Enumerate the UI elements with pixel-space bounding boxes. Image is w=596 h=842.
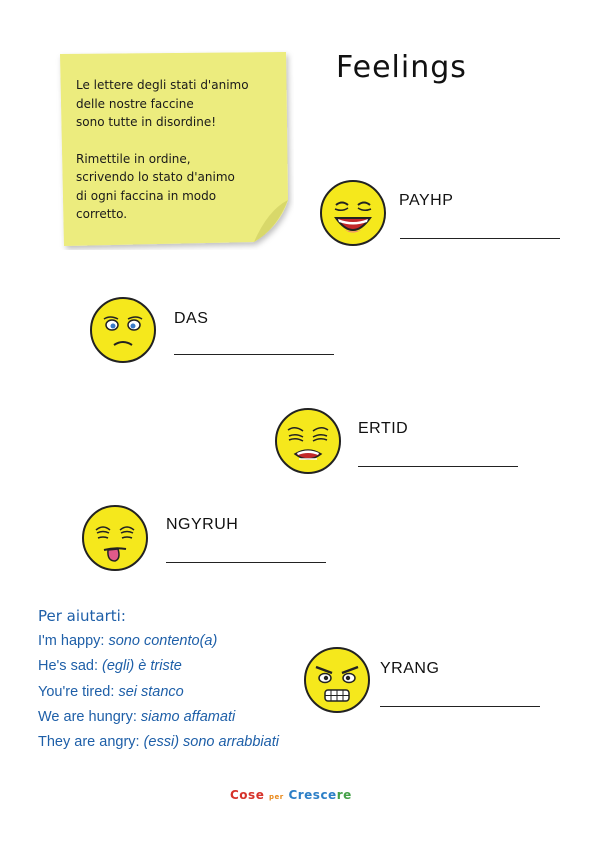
angry-face-icon	[302, 645, 372, 715]
tired-face-icon	[273, 406, 343, 476]
page-title: Feelings	[336, 50, 467, 85]
scrambled-word-1: PAYHP	[399, 192, 454, 209]
help-box	[38, 604, 318, 755]
answer-line-3[interactable]	[358, 466, 518, 467]
site-logo[interactable]: Cose per Crescere	[230, 788, 352, 802]
scrambled-word-5: YRANG	[380, 660, 440, 677]
help-item: We are hungry: siamo affamati	[38, 708, 236, 725]
sad-face-icon	[88, 295, 158, 365]
scrambled-word-4: NGYRUH	[166, 516, 239, 533]
note-paragraph-1: Le lettere degli stati d'animo delle nostre faccine sono tutte in disordine!	[76, 78, 249, 129]
hungry-face-icon	[80, 503, 150, 573]
sticky-note	[54, 50, 290, 246]
scrambled-word-2: DAS	[174, 310, 209, 327]
help-item: I'm happy: sono contento(a)	[38, 633, 218, 650]
answer-line-4[interactable]	[166, 562, 326, 563]
help-item: He's sad: (egli) è triste	[38, 658, 182, 675]
help-item: You're tired: sei stanco	[38, 683, 184, 700]
answer-line-2[interactable]	[174, 354, 334, 355]
help-item: They are angry: (essi) sono arrabbiati	[38, 734, 279, 751]
answer-line-5[interactable]	[380, 706, 540, 707]
answer-line-1[interactable]	[400, 238, 560, 239]
note-paragraph-2: Rimettile in ordine, scrivendo lo stato d'animo di ogni faccina in modo corretto.	[76, 151, 235, 221]
scrambled-word-3: ERTID	[358, 420, 409, 437]
help-title: Per aiutarti:	[38, 607, 126, 625]
happy-face-icon	[318, 178, 388, 248]
